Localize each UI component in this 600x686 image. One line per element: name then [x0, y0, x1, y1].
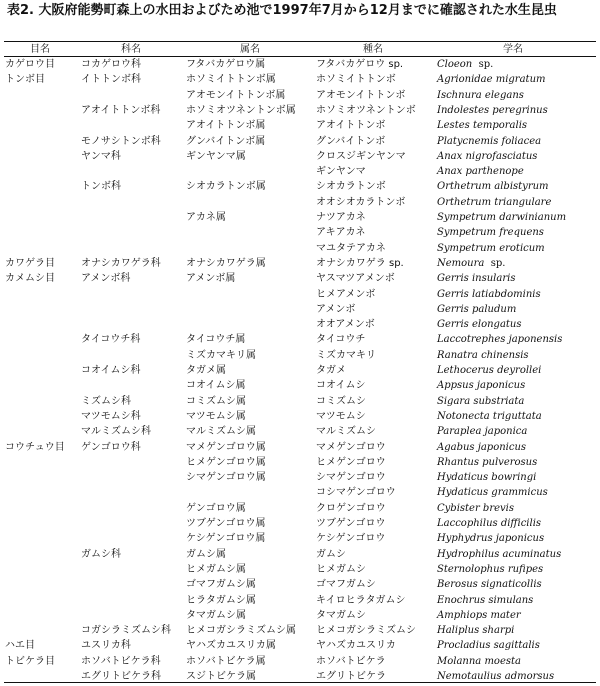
genus-cell: シオカラトンボ属	[186, 181, 266, 193]
scientific-name-cell	[437, 349, 529, 362]
order-cell: カメムシ目	[5, 273, 55, 285]
scientific-name: Sympetrum frequens	[437, 227, 544, 239]
family-cell: コオイムシ科	[81, 365, 141, 376]
scientific-name: Lestes temporalis	[437, 120, 528, 132]
family-cell: コガシラミズムシ科	[81, 625, 171, 637]
family-cell: ミズムシ科	[81, 395, 131, 407]
scientific-name-cell	[437, 288, 541, 301]
species-cell: マルミズムシ	[316, 426, 376, 438]
species-cell: シオカラトンボ	[316, 181, 386, 193]
table-header-rule	[4, 56, 596, 57]
species-cell: マユタテアカネ	[316, 242, 386, 254]
order-cell: カゲロウ目	[5, 59, 55, 70]
species-cell: エグリトビケラ	[316, 671, 386, 682]
species-cell: ミズカマキリ	[316, 349, 376, 361]
family-cell: ヤンマ科	[81, 150, 121, 162]
scientific-name-cell	[437, 272, 515, 285]
species-cell: オオアメンボ	[316, 319, 375, 331]
scientific-name: Sympetrum eroticum	[437, 242, 545, 254]
scientific-name-cell	[437, 379, 525, 392]
species-cell: グンバイトンボ	[316, 135, 386, 147]
species-cell: アキアカネ	[316, 227, 366, 239]
genus-cell: グンバイトンボ属	[186, 135, 266, 147]
species-cell: タイコウチ	[316, 334, 366, 346]
species-cell: クロゲンゴロウ	[316, 502, 386, 514]
scientific-name: Orthetrum albistyrum	[437, 181, 549, 193]
scientific-name-cell	[437, 670, 554, 683]
scientific-name-cell	[437, 655, 521, 668]
genus-cell: フタバカゲロウ属	[186, 59, 266, 70]
scientific-name: Gerris insularis	[437, 273, 516, 285]
genus-cell: ヒメガムシ属	[186, 563, 246, 575]
scientific-name-cell	[437, 624, 514, 637]
scientific-name-cell	[437, 532, 544, 545]
order-cell: トビケラ目	[5, 655, 55, 667]
genus-cell: コオイムシ属	[186, 380, 246, 392]
family-cell: マツモムシ科	[81, 410, 141, 422]
genus-cell: アオイトトンボ属	[186, 120, 266, 132]
scientific-name: Hydaticus grammicus	[437, 487, 548, 499]
species-cell: ケシゲンゴロウ	[316, 533, 386, 545]
scientific-name-cell	[437, 425, 527, 438]
species-cell: ホソミオツネントンボ	[316, 104, 416, 116]
scientific-name-cell	[437, 318, 522, 331]
species-cell: コオイムシ	[316, 380, 366, 392]
genus-cell: マツモムシ属	[186, 410, 246, 422]
species-cell: ナツアカネ	[316, 212, 366, 223]
species-cell: ヒメアメンボ	[316, 288, 376, 300]
scientific-name-cell	[437, 119, 527, 132]
scientific-name: Anax nigrofasciatus	[437, 150, 538, 162]
family-cell: エグリトビケラ科	[81, 671, 161, 682]
species-cell: シマゲンゴロウ	[316, 472, 386, 484]
family-cell: ユスリカ科	[81, 640, 131, 652]
scientific-name: Agabus japonicus	[437, 441, 527, 453]
scientific-name-cell	[437, 211, 566, 224]
scientific-name: Anax parthenope	[437, 166, 524, 178]
species-cell: マメゲンゴロウ	[316, 441, 386, 453]
scientific-name-cell	[437, 135, 541, 148]
genus-cell: ヒラタガムシ属	[186, 594, 256, 606]
scientific-name-cell	[437, 180, 549, 193]
genus-cell: ホソミイトトンボ属	[186, 74, 276, 86]
genus-cell: ヒメコガシラミズムシ属	[186, 625, 296, 637]
scientific-name: Gerris latiabdominis	[437, 288, 541, 300]
family-cell: アメンボ科	[81, 273, 131, 285]
order-cell: トンボ目	[5, 74, 45, 86]
scientific-name-cell	[437, 257, 505, 270]
species-cell: ゴマフガムシ	[316, 579, 376, 591]
scientific-name-cell	[437, 242, 545, 255]
scientific-name: Notonecta triguttata	[437, 410, 542, 422]
scientific-name-cell	[437, 303, 516, 316]
family-cell: コカゲロウ科	[81, 59, 141, 70]
scientific-name: Berosus signaticollis	[437, 579, 542, 591]
header-order: 目名	[30, 44, 50, 55]
genus-cell: ゲンゴロウ属	[186, 502, 246, 514]
genus-cell: ガムシ属	[186, 548, 226, 560]
scientific-name: Laccotrephes japonensis	[437, 334, 563, 346]
scientific-name-cell	[437, 165, 524, 178]
scientific-name: Molanna moesta	[437, 655, 521, 667]
header-species: 種名	[363, 44, 383, 55]
scientific-name-cell	[437, 395, 524, 408]
species-cell: ツブゲンゴロウ	[316, 518, 386, 529]
species-cell: コミズムシ	[316, 395, 366, 407]
scientific-name: Cybister brevis	[437, 502, 515, 514]
genus-cell: タマガムシ属	[186, 609, 246, 621]
scientific-name: Lethocerus deyrollei	[437, 365, 542, 376]
table-title: 表2. 大阪府能勢町森上の水田およびため池で1997年7月から12月までに確認された水生昆虫	[7, 3, 557, 18]
scientific-name-cell	[437, 196, 551, 209]
scientific-name: Hyphydrus japonicus	[437, 533, 545, 545]
scientific-name: Ischnura elegans	[437, 89, 524, 101]
scientific-name: Paraplea japonica	[437, 426, 528, 438]
scientific-name-cell	[437, 609, 521, 622]
scientific-name: Gerris elongatus	[437, 319, 522, 331]
genus-cell: マルミズムシ属	[186, 426, 256, 438]
species-cell: ホソミイトトンボ	[316, 74, 396, 86]
genus-cell: ミズカマキリ属	[186, 349, 256, 361]
species-cell: アオイトトンボ	[316, 120, 386, 132]
scientific-name-cell	[437, 73, 546, 86]
scientific-name: Sigara substriata	[437, 395, 525, 407]
species-cell: ヒメコガシラミズムシ	[316, 625, 416, 637]
scientific-name: Sternolophus rufipes	[437, 563, 544, 575]
scientific-name: Platycnemis foliacea	[437, 135, 542, 147]
scientific-name-cell	[437, 578, 542, 591]
genus-cell: スジトビケラ属	[186, 671, 256, 682]
species-cell: ギンヤンマ	[316, 166, 366, 178]
genus-cell: マメゲンゴロウ属	[186, 441, 266, 453]
scientific-name-cell	[437, 456, 537, 469]
scientific-name-cell	[437, 639, 540, 652]
scientific-name: Indolestes peregrinus	[437, 104, 548, 116]
scientific-name-cell	[437, 441, 526, 454]
scientific-name: Hydrophilus acuminatus	[437, 548, 562, 560]
family-cell: ゲンゴロウ科	[81, 441, 141, 453]
genus-cell: ギンヤンマ属	[186, 150, 246, 162]
family-cell: ガムシ科	[81, 548, 121, 560]
genus-cell: ケシゲンゴロウ属	[186, 533, 266, 545]
scientific-name-cell	[437, 548, 561, 561]
header-scientific-name: 学名	[503, 44, 523, 55]
species-cell: ヤハズカユスリカ	[316, 640, 396, 652]
species-cell: タガメ	[316, 365, 346, 376]
species-cell: キイロヒラタガムシ	[316, 594, 406, 606]
scientific-name: Appsus japonicus	[437, 380, 526, 392]
species-cell: ホソバトビケラ	[316, 655, 386, 667]
scientific-name: Enochrus simulans	[437, 594, 534, 606]
scientific-name: Orthetrum triangulare	[437, 196, 552, 208]
order-cell: コウチュウ目	[5, 441, 65, 453]
family-cell: アオイトトンボ科	[81, 104, 161, 116]
header-genus: 属名	[240, 44, 260, 55]
family-cell: オナシカワゲラ科	[81, 257, 161, 269]
scientific-name-cell	[437, 333, 562, 346]
genus-cell: ホソバトビケラ属	[186, 655, 266, 667]
scientific-name-cell	[437, 486, 548, 499]
scientific-name: Nemoura	[437, 257, 485, 269]
family-cell: イトトンボ科	[81, 74, 141, 86]
genus-cell: アメンボ属	[186, 273, 236, 285]
family-cell: モノサシトンボ科	[81, 135, 161, 147]
species-cell: オナシカワゲラ sp.	[316, 257, 404, 269]
order-cell: ハエ目	[5, 640, 35, 652]
species-abbreviation: sp.	[478, 59, 494, 70]
species-abbreviation: sp.	[490, 257, 506, 269]
scientific-name: Hydaticus bowringi	[437, 472, 537, 484]
table-top-rule	[4, 41, 596, 42]
species-cell: ヒメガムシ	[316, 563, 366, 575]
genus-cell: ヤハズカユスリカ属	[186, 640, 276, 652]
scientific-name-cell	[437, 150, 537, 163]
scientific-name-cell	[437, 517, 541, 530]
genus-cell: ツブゲンゴロウ属	[186, 518, 266, 529]
scientific-name-cell	[437, 364, 541, 377]
scientific-name: Rhantus pulverosus	[437, 456, 538, 468]
genus-cell: オナシカワゲラ属	[186, 257, 266, 269]
scientific-name-cell	[437, 471, 536, 484]
genus-cell: アオモンイトトンボ属	[186, 89, 286, 101]
genus-cell: シマゲンゴロウ属	[186, 472, 266, 484]
species-cell: マツモムシ	[316, 410, 366, 422]
scientific-name: Amphiops mater	[437, 609, 521, 621]
scientific-name-cell	[437, 502, 514, 515]
family-cell: トンボ科	[81, 181, 121, 193]
species-cell: クロスジギンヤンマ	[316, 150, 406, 162]
genus-cell: タイコウチ属	[186, 334, 246, 346]
scientific-name-cell	[437, 58, 493, 71]
scientific-name-cell	[437, 563, 543, 576]
species-cell: ガムシ	[316, 548, 346, 560]
scientific-name: Ranatra chinensis	[437, 349, 529, 361]
scientific-name-cell	[437, 226, 544, 239]
scientific-name: Laccophilus difficilis	[437, 518, 542, 529]
family-cell: マルミズムシ科	[81, 426, 151, 438]
genus-cell: ホソミオツネントンボ属	[186, 104, 296, 116]
scientific-name: Haliplus sharpi	[437, 625, 515, 637]
genus-cell: ヒメゲンゴロウ属	[186, 456, 266, 468]
scientific-name-cell	[437, 594, 533, 607]
scientific-name: Gerris paludum	[437, 303, 517, 315]
species-cell: ヤスマツアメンボ	[316, 273, 395, 285]
scientific-name-cell	[437, 410, 542, 423]
species-cell: アオモンイトトンボ	[316, 89, 406, 101]
scientific-name-cell	[437, 89, 524, 102]
species-cell: アメンボ	[316, 303, 356, 315]
species-cell: フタバカゲロウ sp.	[316, 59, 404, 70]
species-cell: ヒメゲンゴロウ	[316, 456, 386, 468]
genus-cell: アカネ属	[186, 212, 226, 223]
genus-cell: コミズムシ属	[186, 395, 246, 407]
species-cell: タマガムシ	[316, 609, 366, 621]
genus-cell: ゴマフガムシ属	[186, 579, 256, 591]
scientific-name: Nemotaulius admorsus	[437, 671, 555, 682]
header-family: 科名	[121, 44, 141, 55]
order-cell: カワゲラ目	[5, 257, 55, 269]
scientific-name: Cloeon	[437, 59, 473, 70]
genus-cell: タガメ属	[186, 365, 226, 376]
scientific-name: Agrionidae migratum	[437, 74, 546, 86]
species-cell: コシマゲンゴロウ	[316, 487, 396, 499]
family-cell: タイコウチ科	[81, 334, 141, 346]
family-cell: ホソバトビケラ科	[81, 655, 161, 667]
scientific-name: Procladius sagittalis	[437, 640, 540, 652]
species-cell: オオシオカラトンボ	[316, 196, 406, 208]
scientific-name: Sympetrum darwinianum	[437, 212, 567, 223]
scientific-name-cell	[437, 104, 548, 117]
